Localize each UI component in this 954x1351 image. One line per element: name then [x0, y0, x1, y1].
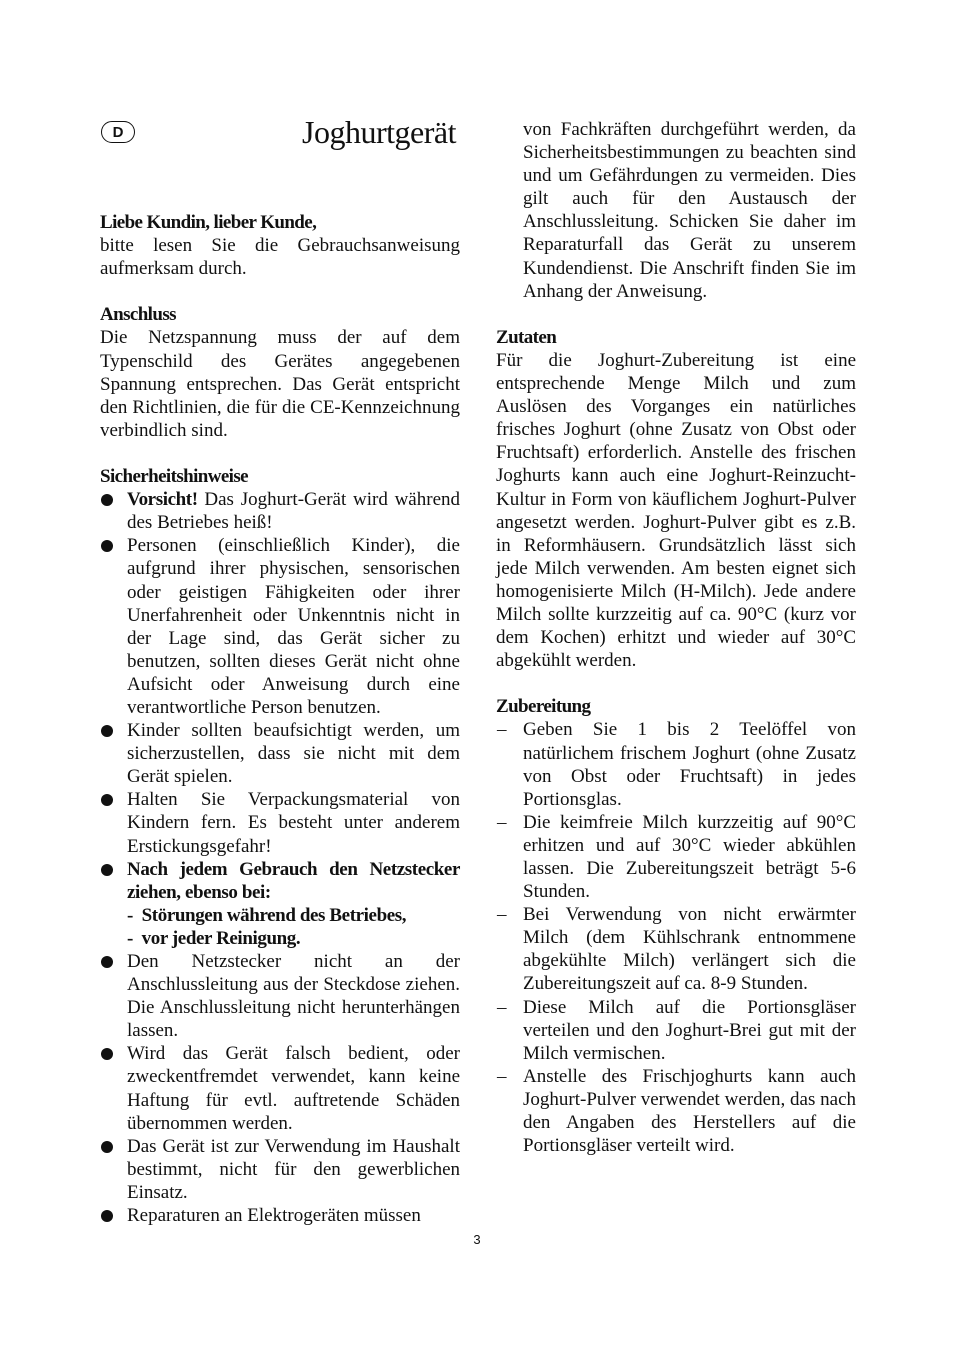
- page-title: Joghurtgerät: [302, 114, 456, 150]
- safety-item-text: Wird das Gerät falsch bedient, oder zweckentfremdet verwendet, kann keine Haftung für evtl. auftretende Schäden übernommen werden.: [127, 1043, 460, 1134]
- continuation-text: von Fachkräften durchgeführt werden, da Sicherheitsbestimmungen zu beachten sind und um Gefährdungen zu vermeiden. Dies gilt auch für den Austausch der Anschlussleitung. Schicken Sie daher im Reparaturfall das Gerät zu unserem Kundendienst. Die Anschrift finden Sie im Anhang der Anweisung.: [523, 119, 856, 302]
- safety-subitem-text: vor jeder Reinigung.: [141, 927, 301, 949]
- zubereitung-item: [496, 903, 856, 995]
- sub-dash: -: [127, 927, 133, 949]
- anschluss-text: Die Netzspannung muss der auf dem Typenschild des Gerätes angegebenen Spannung entsprechen. Das Gerät entspricht den Richtlinien, die für die CE-Kennzeichnung verbindlich sind.: [100, 327, 460, 441]
- zubereitung-item: [496, 811, 856, 903]
- language-badge: D: [101, 121, 135, 143]
- right-column: [496, 118, 856, 1157]
- safety-item-lead: Nach jedem Gebrauch den Netzstecker ziehen, ebenso bei:: [127, 858, 460, 903]
- safety-item-lead: Vorsicht!: [127, 489, 198, 511]
- safety-item-text: Das Joghurt-Gerät wird während des Betriebes heiß!: [127, 489, 460, 534]
- safety-item-text: Personen (einschließlich Kinder), die aufgrund ihrer physischen, sensorischen oder geistigen Fähigkeiten oder ihrer Unerfahrenheit oder Unkenntnis nicht in der Lage sind, das Gerät sicher zu benutzen, sollten dieses Gerät nicht ohne Aufsicht oder Anweisung durch eine verantwortliche Person benutzen.: [127, 535, 460, 718]
- zubereitung-heading: Zubereitung: [496, 696, 591, 718]
- dash-marker: –: [497, 1065, 507, 1087]
- bullet-icon: [101, 540, 113, 552]
- safety-item-text: Das Gerät ist zur Verwendung im Haushalt bestimmt, nicht für den gewerblichen Einsatz.: [127, 1135, 460, 1203]
- zubereitung-item: [496, 718, 856, 810]
- zubereitung-item-text: Geben Sie 1 bis 2 Teelöffel von natürlichem frischem Joghurt (ohne Zusatz von Obst oder Fruchtsaft) in jedes Portionsglas.: [523, 719, 856, 810]
- page-number: 3: [473, 1232, 481, 1247]
- sub-dash: -: [127, 904, 133, 926]
- zutaten-heading: Zutaten: [496, 326, 557, 348]
- safety-heading: Sicherheitshinweise: [100, 466, 248, 488]
- safety-item: [100, 950, 460, 1042]
- safety-item: [100, 858, 460, 950]
- safety-list: [100, 488, 460, 1227]
- bullet-icon: [101, 794, 113, 806]
- dash-marker: –: [497, 811, 507, 833]
- safety-item-text: Kinder sollten beaufsichtigt werden, um sicherzustellen, dass sie nicht mit dem Gerät spielen.: [127, 720, 460, 788]
- bullet-icon: [101, 864, 113, 876]
- zutaten-text: Für die Joghurt-Zubereitung ist eine entsprechende Menge Milch und zum Auslösen des Vorganges ein natürliches frisches Joghurt (ohne Zusatz von Obst oder Fruchtsaft) erforderlich. Anstelle des frischen Joghurts kann auch eine Joghurt-Reinzucht-Kultur in Form von käuflichem Joghurt-Pulver angesetzt werden. Joghurt-Pulver gibt es z.B. in Reformhäusern. Grundsätzlich lässt sich jede Milch verwenden. Am besten eignet sich homogenisierte Milch (H-Milch). Jede andere Milch sollte kurzzeitig auf ca. 90°C (kurz vor dem Kochen) erhitzt und wieder auf 30°C abgekühlt werden.: [496, 349, 856, 672]
- greeting-text: bitte lesen Sie die Gebrauchsanweisung aufmerksam durch.: [100, 235, 460, 280]
- safety-item: [100, 488, 460, 534]
- safety-item: [100, 719, 460, 788]
- bullet-icon: [101, 956, 113, 968]
- anschluss-heading: Anschluss: [100, 304, 176, 326]
- zubereitung-item: [496, 996, 856, 1065]
- zubereitung-item-text: Bei Verwendung von nicht erwärmter Milch (dem Kühlschrank entnommene abgekühlte Milch) verlängert sich die Zubereitungszeit auf ca. 8-9 Stunden.: [523, 904, 856, 995]
- bullet-icon: [101, 1141, 113, 1153]
- safety-item-text: Den Netzstecker nicht an der Anschlussleitung aus der Steckdose ziehen. Die Anschlussleitung nicht herunterhängen lassen.: [127, 951, 460, 1042]
- zubereitung-list: [496, 718, 856, 1157]
- safety-subitem-text: Störungen während des Betriebes,: [141, 904, 407, 926]
- bullet-icon: [101, 1210, 113, 1222]
- safety-item: [100, 788, 460, 857]
- zubereitung-item-text: Diese Milch auf die Portionsgläser verteilen und den Joghurt-Brei gut mit der Milch vermischen.: [523, 996, 856, 1064]
- safety-item-text: Reparaturen an Elektrogeräten müssen: [127, 1205, 421, 1227]
- zubereitung-item: [496, 1065, 856, 1157]
- greeting-heading: Liebe Kundin, lieber Kunde,: [100, 212, 317, 233]
- zubereitung-item-text: Die keimfreie Milch kurzzeitig auf 90°C erhitzen und auf 30°C wieder abkühlen lassen. Die Zubereitungszeit beträgt 5-6 Stunden.: [523, 811, 856, 903]
- safety-item: [100, 1042, 460, 1134]
- safety-item-text: Halten Sie Verpackungsmaterial von Kindern fern. Es besteht unter anderem Erstickungsgefahr!: [127, 789, 460, 857]
- safety-item: [100, 534, 460, 719]
- bullet-icon: [101, 494, 113, 506]
- safety-subitem: [127, 927, 460, 950]
- dash-marker: –: [497, 719, 507, 741]
- dash-marker: –: [497, 996, 507, 1018]
- safety-item: [100, 1204, 460, 1227]
- dash-marker: –: [497, 904, 507, 926]
- safety-subitem: [127, 904, 460, 927]
- bullet-icon: [101, 725, 113, 737]
- safety-item: [100, 1135, 460, 1204]
- bullet-icon: [101, 1048, 113, 1060]
- zubereitung-item-text: Anstelle des Frischjoghurts kann auch Joghurt-Pulver verwendet werden, das nach den Angaben des Herstellers auf die Portionsgläser verteilt wird.: [523, 1065, 856, 1157]
- left-column: [100, 211, 460, 1227]
